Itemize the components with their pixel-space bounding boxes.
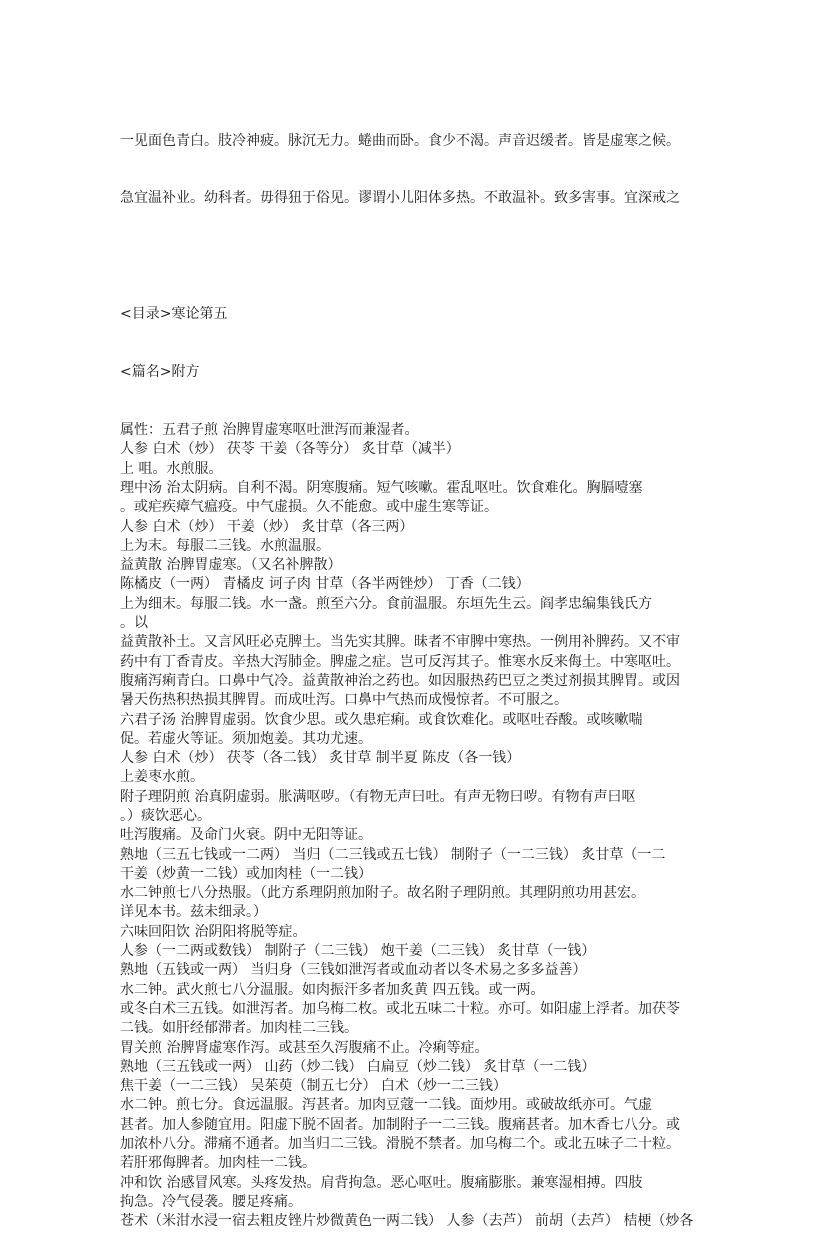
text-line: 。）痰饮恶心。 xyxy=(120,807,211,824)
text-line: 人参 白术（炒） 茯苓 干姜（各等分） 炙甘草（减半） xyxy=(120,441,460,458)
text-line: 苍术（米泔水浸一宿去粗皮锉片炒微黄色一两二钱） 人参（去芦） 前胡（去芦） 桔梗（炒各 xyxy=(120,1213,694,1230)
text-line: 详见本书。兹未细录。） xyxy=(120,904,267,921)
text-line: 水二钟。煎七分。食远温服。泻甚者。加肉豆蔻一二钱。面炒用。或破故纸亦可。气虚 xyxy=(120,1097,652,1114)
document-page xyxy=(120,93,720,1251)
text-line: 水二钟煎七八分热服。（此方系理阴煎加附子。故名附子理阴煎。其理阴煎功用甚宏。 xyxy=(120,885,645,902)
text-line: 。或疟疾瘴气瘟疫。中气虚损。久不能愈。或中虚生寒等证。 xyxy=(120,499,498,516)
section-heading: <篇名>附方 xyxy=(120,364,200,381)
text-line: 干姜（炒黄一二钱）或加肉桂（一二钱） xyxy=(120,865,372,882)
text-line: 益黄散补土。又言风旺必克脾土。当先实其脾。昧者不审脾中寒热。一例用补脾药。又不审 xyxy=(120,634,680,651)
text-line: 若肝邪侮脾者。加肉桂一二钱。 xyxy=(120,1155,316,1172)
text-line: 六味回阳饮 治阴阳将脱等症。 xyxy=(120,923,307,940)
text-line: 熟地（三五七钱或一二两） 当归（二三钱或五七钱） 制附子（一二三钱） 炙甘草（一二 xyxy=(120,846,666,863)
text-line: 人参 白术（炒） 干姜（炒） 炙甘草（各三两） xyxy=(120,518,414,535)
blank-line xyxy=(120,247,720,266)
text-line: 暑天伤热积热损其脾胃。而成吐泻。口鼻中气热而成慢惊者。不可服之。 xyxy=(120,692,568,709)
text-line: 拘急。冷气侵袭。腰足疼痛。 xyxy=(120,1193,302,1210)
text-line: 二钱。如肝经郁滞者。加肉桂二三钱。 xyxy=(120,1020,358,1037)
text-line: 腹痛泻痢青白。口鼻中气冷。益黄散神治之药也。如因服热药巴豆之类过剂损其脾胃。或因 xyxy=(120,672,680,689)
text-line: 或冬白术三五钱。如泄泻者。加乌梅二枚。或北五味二十粒。亦可。如阳虚上浮者。加茯苓 xyxy=(120,1000,680,1017)
text-line: 药中有丁香青皮。辛热大泻肺金。脾虚之症。岂可反泻其子。惟寒水反来侮土。中寒呕吐。 xyxy=(120,653,680,670)
text-line: 上姜枣水煎。 xyxy=(120,769,204,786)
text-line: 六君子汤 治脾胃虚弱。饮食少思。或久患疟痢。或食饮难化。或呕吐吞酸。或咳嗽喘 xyxy=(120,711,643,728)
text-line: 理中汤 治太阴病。自利不渴。阴寒腹痛。短气咳嗽。霍乱呕吐。饮食难化。胸膈噎塞 xyxy=(120,479,643,496)
text-line: 附子理阴煎 治真阴虚弱。胀满呕哕。（有物无声曰吐。有声无物曰哕。有物有声曰呕 xyxy=(120,788,636,805)
text-line: 加浓朴八分。滞痛不通者。加当归二三钱。滑脱不禁者。加乌梅二个。或北五味子二十粒。 xyxy=(120,1136,680,1153)
intro-line: 急宜温补业。幼科者。毋得狃于俗见。谬谓小儿阳体多热。不敢温补。致多害事。宜深戒之 xyxy=(120,190,680,207)
text-line: 上为细末。每服二钱。水一盏。煎至六分。食前温服。东垣先生云。阎孝忠编集钱氏方 xyxy=(120,595,652,612)
text-line: 熟地（三五钱或一两） 山药（炒二钱） 白扁豆（炒二钱） 炙甘草（一二钱） xyxy=(120,1058,596,1075)
text-line: 陈橘皮（一两） 青橘皮 诃子肉 甘草（各半两锉炒） 丁香（二钱） xyxy=(120,576,530,593)
text-line: 冲和饮 治感冒风寒。头疼发热。肩背拘急。恶心呕吐。腹痛膨胀。兼寒湿相搏。四肢 xyxy=(120,1174,643,1191)
text-line: 吐泻腹痛。及命门火衰。阴中无阳等证。 xyxy=(120,827,372,844)
text-line: 。以 xyxy=(120,615,148,632)
text-line: 水二钟。武火煎七八分温服。如肉振汗多者加炙黄 四五钱。或一两。 xyxy=(120,981,545,998)
intro-line: 一见面色青白。肢冷神疲。脉沉无力。蜷曲而卧。食少不渴。声音迟缓者。皆是虚寒之候。 xyxy=(120,132,680,149)
text-line: 促。若虚火等证。须加炮姜。其功尤速。 xyxy=(120,730,372,747)
text-line: 焦干姜（一二三钱） 吴茱萸（制五七分） 白术（炒一二三钱） xyxy=(120,1078,507,1095)
text-line: 甚者。加人参随宜用。阳虚下脱不固者。加制附子一二三钱。腹痛甚者。加木香七八分。或 xyxy=(120,1116,680,1133)
text-line: 熟地（五钱或一两） 当归身（三钱如泄泻者或血动者以冬术易之多多益善） xyxy=(120,962,587,979)
text-line: 人参（一二两或数钱） 制附子（二三钱） 炮干姜（二三钱） 炙甘草（一钱） xyxy=(120,943,596,960)
text-line: 上 咀。水煎服。 xyxy=(120,460,223,477)
text-line: 益黄散 治脾胃虚寒。（又名补脾散） xyxy=(120,557,342,574)
toc-heading: <目录>寒论第五 xyxy=(120,306,228,323)
text-line: 上为末。每服二三钱。水煎温服。 xyxy=(120,537,330,554)
text-line: 属性：五君子煎 治脾胃虚寒呕吐泄泻而兼湿者。 xyxy=(120,422,419,439)
text-line: 胃关煎 治脾肾虚寒作泻。或甚至久泻腹痛不止。冷痢等症。 xyxy=(120,1039,489,1056)
body-text xyxy=(120,421,720,1231)
text-line: 人参 白术（炒） 茯苓（各二钱） 炙甘草 制半夏 陈皮（各一钱） xyxy=(120,750,521,767)
